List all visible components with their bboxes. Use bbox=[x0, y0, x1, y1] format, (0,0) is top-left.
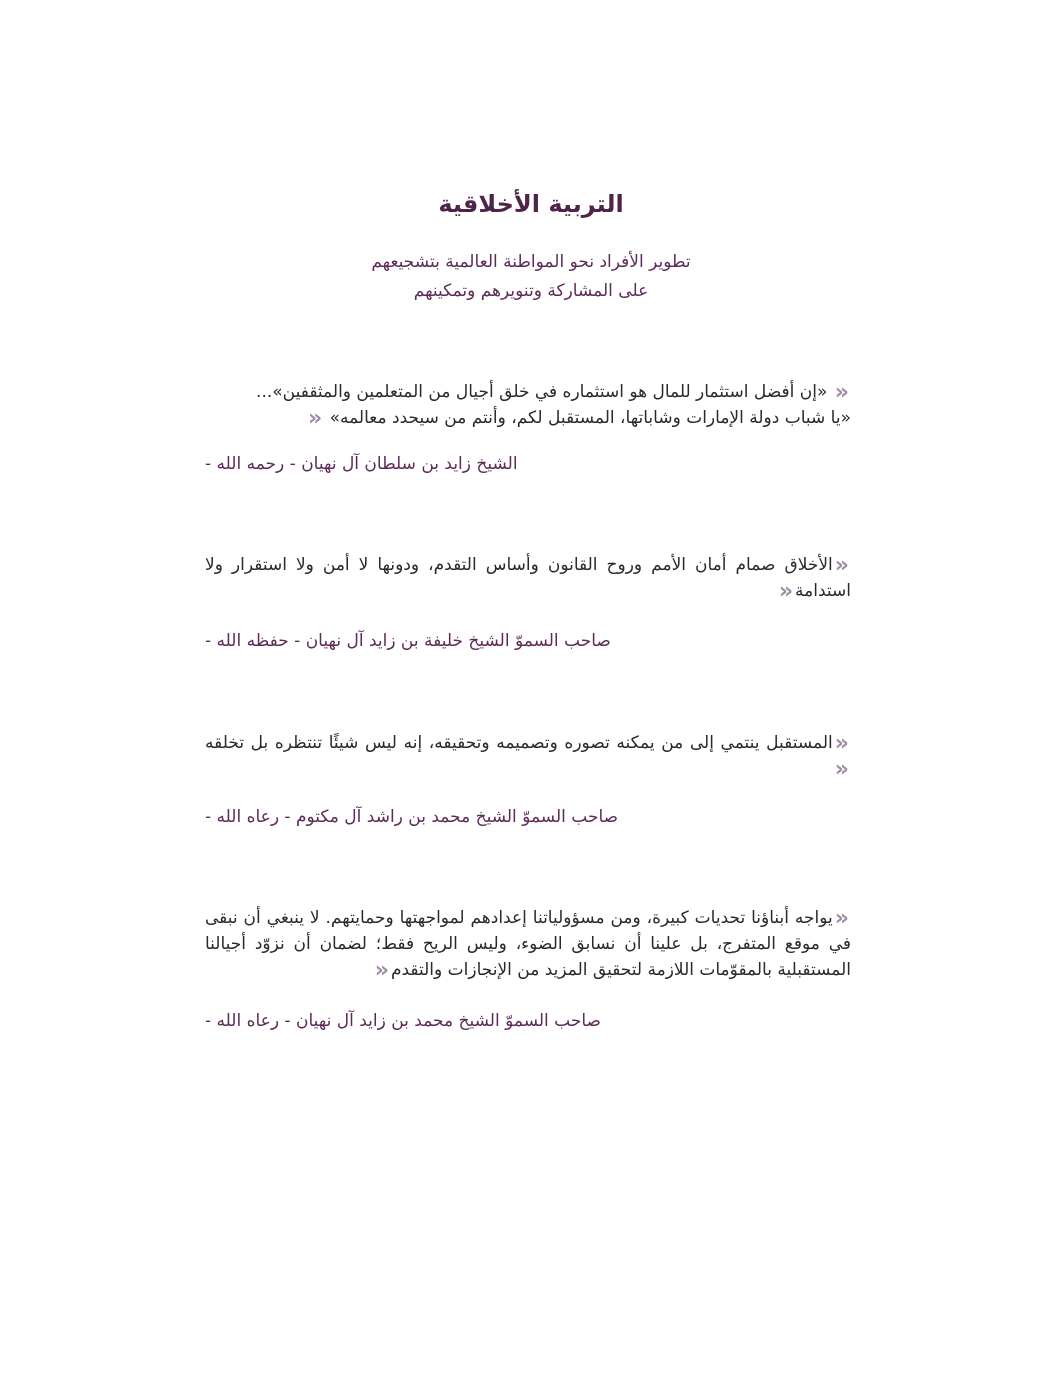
quote-mark-icon: « bbox=[834, 731, 849, 756]
quote-4-author: صاحب السموّ الشيخ محمد بن زايد آل نهيان - رعاه الله - bbox=[205, 1011, 601, 1031]
quote-1-author: الشيخ زايد بن سلطان آل نهيان - رحمه الله - bbox=[205, 454, 518, 474]
quote-2-text: الأخلاق صمام أمان الأمم وروح القانون وأساس التقدم، ودونها لا أمن ولا استقرار ولا استدامة bbox=[205, 555, 851, 601]
page-title: التربية الأخلاقية bbox=[438, 190, 624, 218]
quote-mark-icon: « bbox=[778, 579, 794, 604]
quote-2-author: صاحب السموّ الشيخ خليفة بن زايد آل نهيان - حفظه الله - bbox=[205, 631, 611, 651]
quote-mark-icon: « bbox=[374, 958, 389, 983]
quote-mark-icon: « bbox=[834, 553, 849, 578]
quote-block-2 bbox=[205, 552, 851, 604]
subtitle-line-2: على المشاركة وتنويرهم وتمكينهم bbox=[413, 281, 649, 301]
quote-3-text: المستقبل ينتمي إلى من يمكنه تصوره وتصميمه وتحقيقه، إنه ليس شيئًا تنتظره بل تخلقه bbox=[205, 733, 833, 753]
page-subtitle bbox=[0, 248, 1062, 306]
quote-mark-icon: « bbox=[834, 380, 849, 405]
quote-4-text: يواجه أبناؤنا تحديات كبيرة، ومن مسؤولياتنا إعدادهم لمواجهتها وحمايتهم. لا ينبغي أن نبقى في موقع المتفرج، بل علينا أن نسابق الضوء، وليس الريح فقط؛ لضمان أن نزوّد أجيالنا المستقبلية بالمقوّمات اللازمة لتحقيق المزيد من الإنجازات والتقدم bbox=[205, 908, 851, 980]
quote-1-line-2: «يا شباب دولة الإمارات وشاباتها، المستقبل لكم، وأنتم من سيحدد معالمه» « bbox=[307, 406, 851, 431]
quote-mark-icon: « bbox=[834, 757, 849, 782]
quote-block-3 bbox=[205, 730, 851, 782]
quote-mark-icon: « bbox=[834, 906, 849, 931]
quote-3-author: صاحب السموّ الشيخ محمد بن راشد آل مكتوم - رعاه الله - bbox=[205, 807, 619, 827]
quote-block-1 bbox=[205, 379, 851, 431]
subtitle-line-1: تطوير الأفراد نحو المواطنة العالمية بتشجيعهم bbox=[371, 252, 691, 272]
quote-1-line-1: « «إن أفضل استثمار للمال هو استثماره في خلق أجيال من المتعلمين والمثقفين»... bbox=[256, 380, 849, 405]
quote-mark-icon: « bbox=[307, 406, 323, 431]
quote-block-4 bbox=[205, 905, 851, 983]
